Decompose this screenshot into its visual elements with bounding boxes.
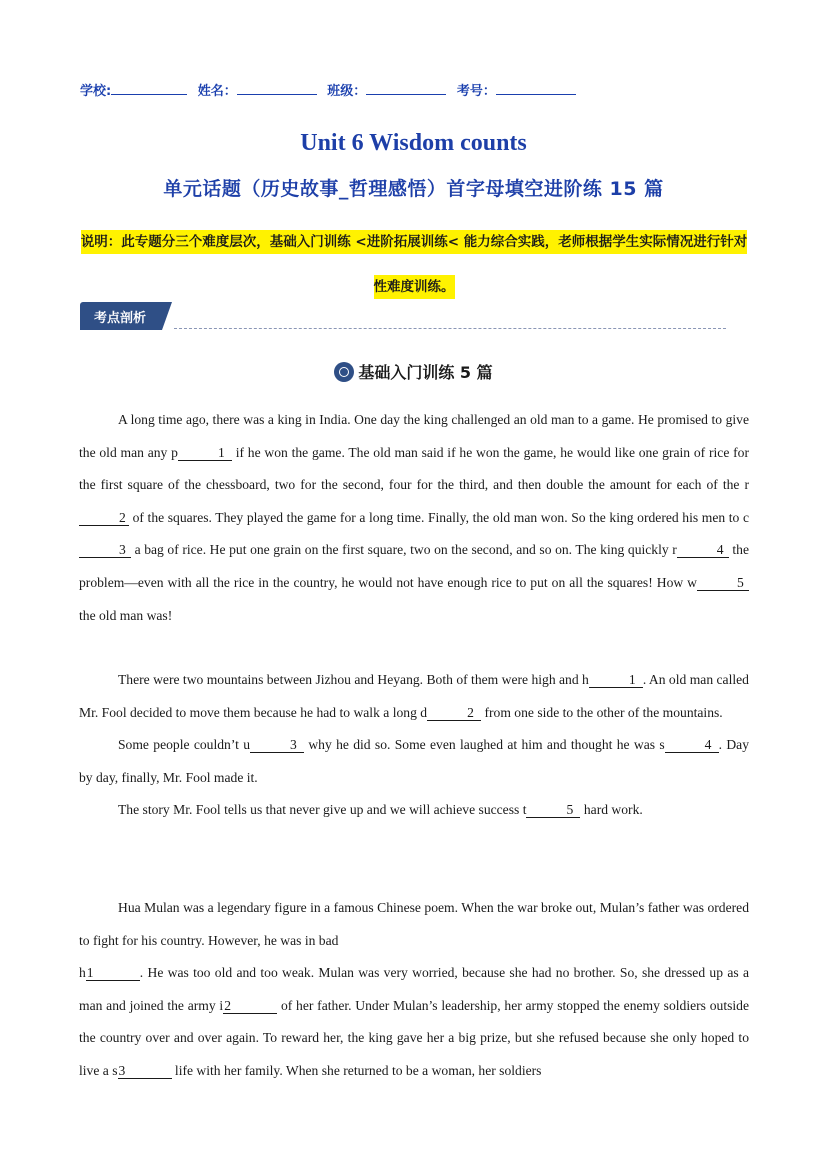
blank-5[interactable]: 5 bbox=[526, 802, 580, 818]
passage-1 bbox=[79, 404, 749, 632]
page-subtitle: 单元话题（历史故事_哲理感悟）首字母填空进阶练 15 篇 bbox=[163, 178, 664, 200]
instruction-note-text: 说明：此专题分三个难度层次，基础入门训练 <进阶拓展训练< 能力综合实践，老师根据学生实际情况进行针对性难度训练。 bbox=[81, 230, 748, 299]
blank-3[interactable]: 3 bbox=[250, 737, 304, 753]
section-banner bbox=[80, 302, 172, 330]
blank-3[interactable]: 3 bbox=[118, 1063, 172, 1079]
sub-section-label: 基础入门训练 5 篇 bbox=[358, 363, 493, 382]
blank-2[interactable]: 2 bbox=[427, 705, 481, 721]
sub-section-heading bbox=[0, 360, 827, 383]
name-label: 姓名： bbox=[197, 84, 237, 99]
school-field[interactable] bbox=[111, 82, 187, 95]
target-icon bbox=[334, 362, 354, 382]
blank-5[interactable]: 5 bbox=[697, 575, 749, 591]
blank-2[interactable]: 2 bbox=[223, 998, 277, 1014]
blank-4[interactable]: 4 bbox=[677, 542, 729, 558]
page-title: Unit 6 Wisdom counts bbox=[300, 130, 527, 156]
passage-2-paragraph-3: The story Mr. Fool tells us that never give up and we will achieve success t 5 hard work. bbox=[118, 802, 643, 818]
blank-1[interactable]: 1 bbox=[86, 965, 140, 981]
passage-1-paragraph: A long time ago, there was a king in India. One day the king challenged an old man to a game. He promised to give the old man any p 1 if he won the game. The old man said if he won the game, he would like one grain of rice for the first square of the chessboard, two for the second, four for the third, and then double the amount for each of the r2 of the squares. They played the game for a long time. Finally, the old man won. So the king ordered his men to c3 a bag of rice. He put one grain on the first square, two on the second, and so on. The king quickly r 4 the problem—even with all the rice in the country, he would not have enough rice to put on all the squares! How w 5 the old man was! bbox=[79, 412, 749, 623]
exam-header bbox=[80, 80, 582, 99]
blank-2[interactable]: 2 bbox=[79, 510, 129, 526]
blank-1[interactable]: 1 bbox=[589, 672, 643, 688]
exam-no-field[interactable] bbox=[496, 82, 576, 95]
passage-3-paragraph-1: Hua Mulan was a legendary figure in a famous Chinese poem. When the war broke out, Mulan’s father was ordered to fight for his country. However, he was in bad bbox=[79, 900, 749, 948]
class-field[interactable] bbox=[366, 82, 446, 95]
blank-3[interactable]: 3 bbox=[79, 542, 131, 558]
passage-2-paragraph-2: Some people couldn’t u 3 why he did so. Some even laughed at him and thought he was s 4 . Day by day, finally, Mr. Fool made it. bbox=[79, 737, 750, 785]
passage-3-paragraph-2: h1 . He was too old and too weak. Mulan was very worried, because she had no brother. So, she dressed up as a man and joined the army i2 of her father. Under Mulan’s leadership, her army stopped the enemy soldiers outside the country over and over again. To reward her, the king gave her a big prize, but she refused because she only hoped to live a s3 life with her family. When she returned to be a woman, her soldiers bbox=[79, 965, 749, 1078]
exam-no-label: 考号： bbox=[456, 84, 496, 99]
blank-4[interactable]: 4 bbox=[665, 737, 719, 753]
instruction-note bbox=[78, 220, 750, 310]
section-divider bbox=[174, 328, 726, 329]
blank-1[interactable]: 1 bbox=[178, 445, 232, 461]
passage-2-paragraph-1: There were two mountains between Jizhou and Heyang. Both of them were high and h 1 . An old man called Mr. Fool decided to move them because he had to walk a long d 2 from one side to the other of the mountains. bbox=[79, 672, 749, 720]
class-label: 班级： bbox=[327, 84, 367, 99]
passage-3 bbox=[79, 892, 749, 1088]
name-field[interactable] bbox=[237, 82, 317, 95]
section-banner-label: 考点剖析 bbox=[94, 311, 147, 326]
passage-2 bbox=[79, 664, 749, 827]
school-label: 学校: bbox=[80, 84, 112, 99]
